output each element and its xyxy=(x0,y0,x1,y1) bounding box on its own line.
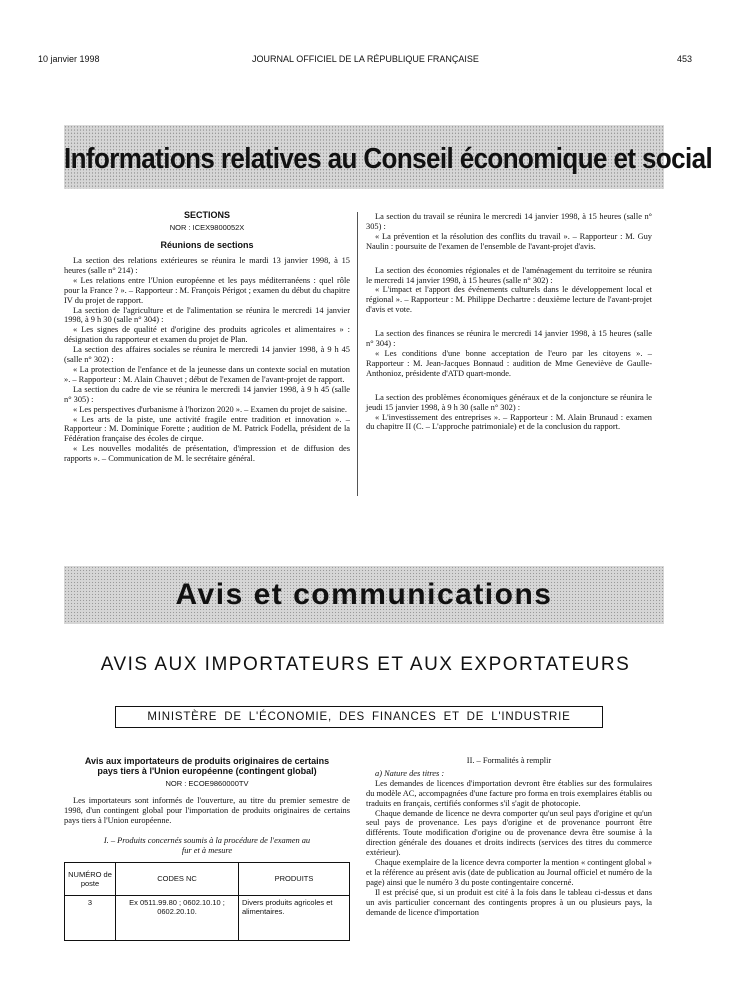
sections-subtitle: Réunions de sections xyxy=(160,240,254,250)
paragraph: « Les nouvelles modalités de présentation, d'impression et de diffusion des rapports ». – Communication de M. le secrétaire général. xyxy=(64,444,350,464)
section2-title: II. – Formalités à remplir xyxy=(466,756,552,765)
table-header-row xyxy=(65,862,350,895)
paragraph: Les demandes de licences d'importation devront être établies sur des formulaires du modèle AC, accompagnées d'une facture pro forma en trois exemplaires établis ou traduits en français, certifiés conformes s'il s'agit de photocopie. xyxy=(366,778,652,808)
ces-banner: Informations relatives au Conseil économique et social xyxy=(64,125,664,189)
paragraph: « La protection de l'enfance et de la jeunesse dans un contexte social en mutation ». – Rapporteur : M. Alain Chauvet ; début de l'examen de l'avant-projet de rapport. xyxy=(64,364,350,384)
paragraph: « La prévention et la résolution des conflits du travail ». – Rapporteur : M. Guy Naulin : poursuite de l'examen de l'ensemble de l'avant-projet d'avis. xyxy=(366,231,652,251)
article-right-column xyxy=(366,756,652,918)
table-header: NUMÉRO de poste xyxy=(65,862,116,895)
products-table xyxy=(64,862,350,941)
table-cell: Divers produits agricoles et alimentaires. xyxy=(239,895,350,940)
article-intro-block xyxy=(64,796,350,826)
paragraph: La section des finances se réunira le mercredi 14 janvier 1998, à 15 heures (salle n° 304) : xyxy=(366,329,652,349)
paragraph: La section des relations extérieures se réunira le mardi 13 janvier 1998, à 15 heures (salle n° 214) : xyxy=(64,256,350,275)
section1-title: I. – Produits concernés soumis à la procédure de l'examen au fur et à mesure xyxy=(103,835,311,855)
table-cell: Ex 0511.99.80 ; 0602.10.10 ; 0602.20.10. xyxy=(116,895,239,940)
column-divider xyxy=(357,212,358,496)
sections-heading-block xyxy=(64,210,350,254)
article-left-column xyxy=(64,756,350,941)
paragraph: La section des économies régionales et de l'aménagement du territoire se réunira le mercredi 14 janvier 1998, à 15 heures (salle n° 302) : xyxy=(366,265,652,285)
sections-nor: NOR : ICEX9800052X xyxy=(169,223,245,232)
paragraph: Chaque demande de licence ne devra comporter qu'un seul pays d'origine et qu'un seul pays de provenance. Les pays d'origine et de provenance pourront être différents. Toute modification d'origine ou de provenance devra être soumise à la direction générale des douanes et droits indirects (services des titres du commerce extérieur). xyxy=(366,808,652,858)
paragraph: La section de l'agriculture et de l'alimentation se réunira le mercredi 14 janvier 1998, à 9 h 30 (salle n° 304) : xyxy=(64,305,350,325)
paragraph: La section du cadre de vie se réunira le mercredi 14 janvier 1998, à 9 h 45 (salle n° 305) : xyxy=(64,384,350,404)
paragraph: Chaque exemplaire de la licence devra comporter la mention « contingent global » et la référence au présent avis (date de publication au Journal officiel et numéro de la page) ainsi que le numéro 3 du poste contingentaire concerné. xyxy=(366,858,652,887)
sections-left-column xyxy=(64,256,350,464)
article-title: Avis aux importateurs de produits originaires de certains pays tiers à l'Union européenne (contingent global) xyxy=(84,756,330,776)
paragraph: Il est précisé que, si un produit est cité à la fois dans le tableau ci-dessus et dans un avis particulier concernant des contingents propres à un ou plusieurs pays, la demande de licence d'importation xyxy=(366,887,652,917)
header-date: 10 janvier 1998 xyxy=(38,54,100,64)
header-journal: JOURNAL OFFICIEL DE LA RÉPUBLIQUE FRANÇAISE xyxy=(252,54,479,64)
sections-right-column xyxy=(366,212,652,432)
paragraph: « L'impact et l'apport des événements culturels dans le développement local et régional ». – Rapporteur : M. Philippe Dechartre : deuxième lecture de l'avant-projet d'avis et vote. xyxy=(366,285,652,315)
avis-banner: Avis et communications xyxy=(64,566,664,624)
paragraph: La section des affaires sociales se réunira le mercredi 14 janvier 1998, à 9 h 45 (salle n° 302) : xyxy=(64,345,350,365)
article-nor: NOR : ECOE9860000TV xyxy=(165,779,249,788)
paragraph: « Les perspectives d'urbanisme à l'horizon 2020 ». – Examen du projet de saisine. xyxy=(73,404,347,414)
ministere-box: MINISTÈRE DE L'ÉCONOMIE, DES FINANCES ET DE L'INDUSTRIE xyxy=(115,706,603,728)
header-page-number: 453 xyxy=(676,54,692,64)
paragraph: « Les relations entre l'Union européenne et les pays méditerranéens : quel rôle pour la France ? ». – Rapporteur : M. François Périgot ; examen du début du chapitre IV du projet de rapport. xyxy=(64,275,350,305)
table-row xyxy=(65,895,350,940)
table-header: PRODUITS xyxy=(239,862,350,895)
sections-title: SECTIONS xyxy=(183,210,230,220)
sub-a: a) Nature des titres : xyxy=(375,768,445,778)
paragraph: « Les arts de la piste, une activité fragile entre tradition et innovation ». – Rapporteur : M. Dominique Forette ; audition de M. Patrick Fodella, président de la Fédération française des écoles de cirque. xyxy=(64,414,350,444)
paragraph: « L'investissement des entreprises ». – Rapporteur : M. Alain Brunaud : examen du chapitre II (C. – L'approche patrimoniale) et de la conclusion du rapport. xyxy=(366,412,652,432)
table-cell: 3 xyxy=(65,895,116,940)
paragraph: La section des problèmes économiques généraux et de la conjoncture se réunira le jeudi 15 janvier 1998, à 9 h 30 (salle n° 302) : xyxy=(366,392,652,412)
paragraph: La section du travail se réunira le mercredi 14 janvier 1998, à 15 heures (salle n° 305) : xyxy=(366,212,652,231)
avis-heading: AVIS AUX IMPORTATEURS ET AUX EXPORTATEURS xyxy=(100,654,631,675)
table-header: CODES NC xyxy=(116,862,239,895)
paragraph: « Les signes de qualité et d'origine des produits agricoles et alimentaires » : désignation du rapporteur et examen du projet de Plan. xyxy=(64,325,350,345)
paragraph: « Les conditions d'une bonne acceptation de l'euro par les citoyens ». – Rapporteur : M. Jean-Jacques Bonnaud : audition de Mme Geneviève de Gaulle-Anthonioz, présidente d'ATD quart-monde. xyxy=(366,348,652,378)
article-intro: Les importateurs sont informés de l'ouverture, au titre du premier semestre de 1998, d'un contingent global pour l'importation de produits originaires de certains pays tiers à l'Union européenne. xyxy=(64,796,350,825)
